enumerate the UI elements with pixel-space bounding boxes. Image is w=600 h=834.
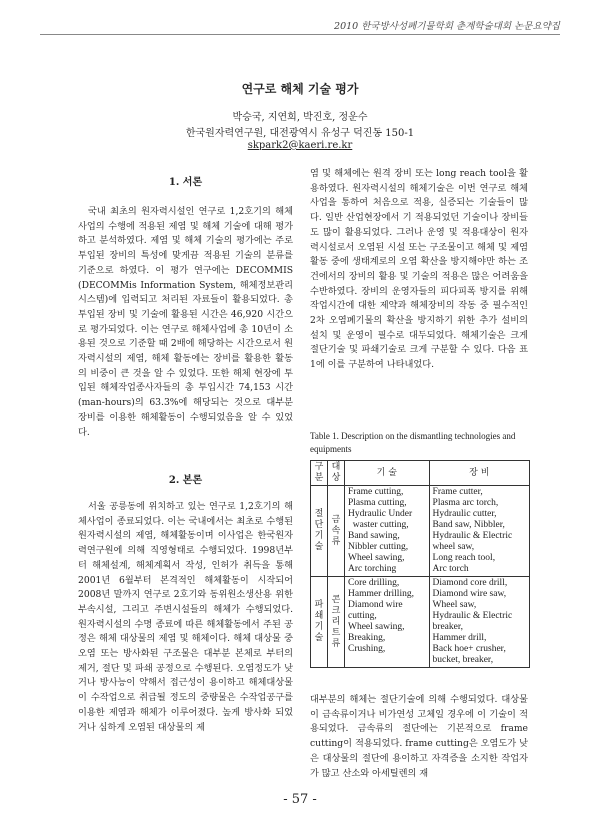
row-crushing-equipment bbox=[429, 577, 529, 668]
cell-line: Hammer drill, bbox=[432, 633, 487, 643]
cell-line: Arc torch bbox=[432, 564, 469, 574]
row-cutting-class bbox=[311, 486, 328, 577]
cell-line: bucket, breaker, bbox=[432, 655, 494, 665]
table-row bbox=[311, 486, 530, 577]
cell-line: Plasma cutting, bbox=[348, 498, 407, 508]
row-cutting-target bbox=[328, 486, 345, 577]
cell-line: breaker, bbox=[432, 622, 464, 632]
cell-line: 분 bbox=[314, 473, 324, 483]
cell-line: Frame cutter, bbox=[432, 487, 483, 497]
cell-line: Core drilling, bbox=[348, 578, 400, 588]
cell-line: Crushing, bbox=[348, 644, 386, 654]
cell-line: 파 bbox=[314, 600, 324, 610]
cell-line: Hammer drilling, bbox=[348, 589, 414, 599]
cell-line: 술 bbox=[314, 633, 324, 643]
cell-line: Band sawing, bbox=[348, 531, 400, 541]
cell-line: Hydraulic cutter, bbox=[432, 509, 497, 519]
row-crushing-class bbox=[311, 577, 328, 668]
cell-line: 쇄 bbox=[314, 611, 324, 621]
cell-line: 절 bbox=[314, 509, 324, 519]
table-row bbox=[311, 577, 530, 668]
cell-line: Breaking, bbox=[348, 633, 386, 643]
cell-line: 구 bbox=[314, 462, 324, 472]
header-technology: 기 술 bbox=[345, 461, 430, 486]
cell-line: waster cutting, bbox=[348, 520, 409, 530]
cell-line: Band saw, Nibbler, bbox=[432, 520, 505, 530]
cell-line: Wheel saw, bbox=[432, 600, 477, 610]
header-equipment: 장 비 bbox=[429, 461, 529, 486]
cell-line: Long reach tool, bbox=[432, 553, 496, 563]
header-rule bbox=[40, 34, 560, 35]
cell-line: Diamond wire saw, bbox=[432, 589, 507, 599]
cell-line: 류 bbox=[331, 536, 341, 547]
header-target bbox=[328, 461, 345, 486]
cell-line: Wheel sawing, bbox=[348, 622, 405, 632]
cell-line: 류 bbox=[331, 638, 341, 649]
cell-line: 트 bbox=[331, 627, 341, 638]
section-1-title: 1. 서론 bbox=[168, 177, 203, 188]
table-caption: Table 1. Description on the dismantling technologies and equipments bbox=[310, 431, 516, 454]
cell-line: Nibbler cutting, bbox=[348, 542, 409, 552]
cell-line: 기 bbox=[314, 622, 324, 632]
page-number: - 57 - bbox=[283, 792, 317, 807]
cell-line: Diamond core drill, bbox=[432, 578, 508, 588]
cell-line: 크 bbox=[331, 605, 341, 616]
email-link[interactable]: skpark2@kaeri.re.kr bbox=[247, 140, 353, 151]
cell-line: Plasma arc torch, bbox=[432, 498, 499, 508]
row-crushing-target bbox=[328, 577, 345, 668]
authors: 박승국, 지연희, 박진호, 정운수 bbox=[232, 112, 368, 123]
cell-line: cutting, bbox=[348, 611, 377, 621]
cell-line: Wheel sawing, bbox=[348, 553, 405, 563]
cell-line: 금 bbox=[331, 514, 341, 525]
paper-title: 연구로 해체 기술 평가 bbox=[241, 82, 359, 96]
section-2-title: 2. 본론 bbox=[168, 475, 203, 486]
right-column-body: 염 및 해체에는 원격 장비 또는 long reach tool을 활용하였다. 원자력시설의 해체기술은 이번 연구로 해체사업을 통하여 처음으로 적용, 실증되는 기술들이 많다. 일반 산업현장에서 기 적용되었던 기술이나 장비들도 많이 활용되었다. 그러나 운영 및 적용대상이 원자력시설로서 오염된 시설 또는 구조물이고 해체 및 제염 활동 중에 생태계로의 오염 확산을 방지해야만 하는 조건에서의 장비의 활용 및 기술의 적용은 많은 어려움을 수반하였다. 장비의 운영자들의 피다피폭 방지를 위해 작업시간에 대한 제약과 해체장비의 작동 중 필수적인 2차 오염폐기물의 확산을 방지하기 위한 추가 설비의 설치 및 운영이 필수로 대두되었다. 해체기술은 크게 절단기술 및 파쇄기술로 크게 구분할 수 있다. 다음 표1에 이를 구분하여 나타내었다. bbox=[310, 168, 528, 371]
cell-line: Hydraulic & Electric bbox=[432, 531, 513, 541]
header-class bbox=[311, 461, 328, 486]
affiliation: 한국원자력연구원, 대전광역시 유성구 덕진동 150-1 bbox=[185, 128, 415, 139]
cell-line: 리 bbox=[331, 616, 341, 627]
cell-line: 속 bbox=[331, 525, 341, 536]
cell-line: wheel saw, bbox=[432, 542, 475, 552]
cell-line: 대 bbox=[331, 462, 341, 472]
cell-line: 콘 bbox=[331, 594, 341, 605]
cell-line: Hydraulic & Electric bbox=[432, 611, 513, 621]
row-cutting-equipment bbox=[429, 486, 529, 577]
right-column-body-2: 대부분의 해체는 절단기술에 의해 수행되었다. 대상물이 금속류이거나 비가연성 고체일 경우에 이 기술이 적용되었다. 금속류의 절단에는 기본적으로 frame cutting이 적용되었다. frame cutting은 오염도가 낮은 대상물의 절단에 용이하고 자격증을 소지한 작업자가 많고 산소와 아세틸렌의 재 bbox=[310, 694, 528, 779]
cell-line: 상 bbox=[331, 473, 341, 483]
cell-line: Hydraulic Under bbox=[348, 509, 413, 519]
cell-line: Back hoe+ crusher, bbox=[432, 644, 506, 654]
section-1-body: 국내 최초의 원자력시설인 연구로 1,2호기의 해체사업의 수행에 적용된 제염 및 해체 기술에 대해 평가하고 분석하였다. 제염 및 해체 기술의 평가에는 주로 투입된 장비의 특성에 맞게끔 적용된 기술의 분류를 기준으로 하였다. 이 평가 연구에는 DECOMMIS (DECOMMis Information System, 해체정보관리 시스템)에 입력되고 처리된 자료들이 활용되었다. 총 투입된 장비 및 기술에 활용된 시간은 46,920 시간으로 평가되었다. 이는 연구로 해체사업에 총 10년이 소용된 것으로 기준할 때 2배에 해당하는 시간으로서 원자력시설의 제염, 해체 활동에는 장비를 활용한 활동의 비중이 큰 것을 알 수 있었다. 또한 해체 현장에 투입된 해체작업종사자들의 총 투입시간 74,153 시간(man-hours)의 63.3%에 해당되는 것으로 대부분 장비를 이용한 해체활동이 수행되었음을 알 수 있었다. bbox=[78, 206, 293, 438]
dismantling-table bbox=[310, 460, 530, 668]
cell-line: 기 bbox=[314, 531, 324, 541]
cell-line: 단 bbox=[314, 520, 324, 530]
cell-line: Diamond wire bbox=[348, 600, 403, 610]
cell-line: Arc torching bbox=[348, 564, 397, 574]
cell-line: Frame cutting, bbox=[348, 487, 404, 497]
table-header-row bbox=[311, 461, 530, 486]
row-crushing-technology bbox=[345, 577, 430, 668]
cell-line: 술 bbox=[314, 542, 324, 552]
running-header: 2010 한국방사성폐기물학회 춘계학술대회 논문요약집 bbox=[334, 21, 560, 32]
section-2-body: 서울 공릉동에 위치하고 있는 연구로 1,2호기의 해체사업이 종료되었다. 이는 국내에서는 최초로 수행된 원자력시설의 제염, 해체활동이며 이사업은 한국원자력연구원에 의해 직영형태로 수행되었다. 1998년부터 해체설계, 해체계획서 작성, 인허가 취득을 통해 2001년 6월부터 본격적인 해체활동이 시작되어 2008년 말까지 연구로 2호기와 동위원소생산용 위한 부속시설, 그리고 주변시설들의 해체가 수행되었다. 원자력시설의 수명 종료에 따른 해체활동에서 주된 공정은 해체 대상물의 제염 및 해체이다. 해체 대상물 중 오염 또는 방사화된 구조물은 대부분 본체로 부터의 제거, 절단 및 파쇄 공정으로 수행된다. 오염정도가 낮거나 방사능이 약해서 접근성이 용이하고 해체대상물이 수작업으로 취급될 정도의 중량물은 수작업공구를 이용한 제염과 해체가 이루어졌다. 높게 방사화 되었거나 심하게 오염된 대상물의 제 bbox=[78, 501, 293, 733]
row-cutting-technology bbox=[345, 486, 430, 577]
